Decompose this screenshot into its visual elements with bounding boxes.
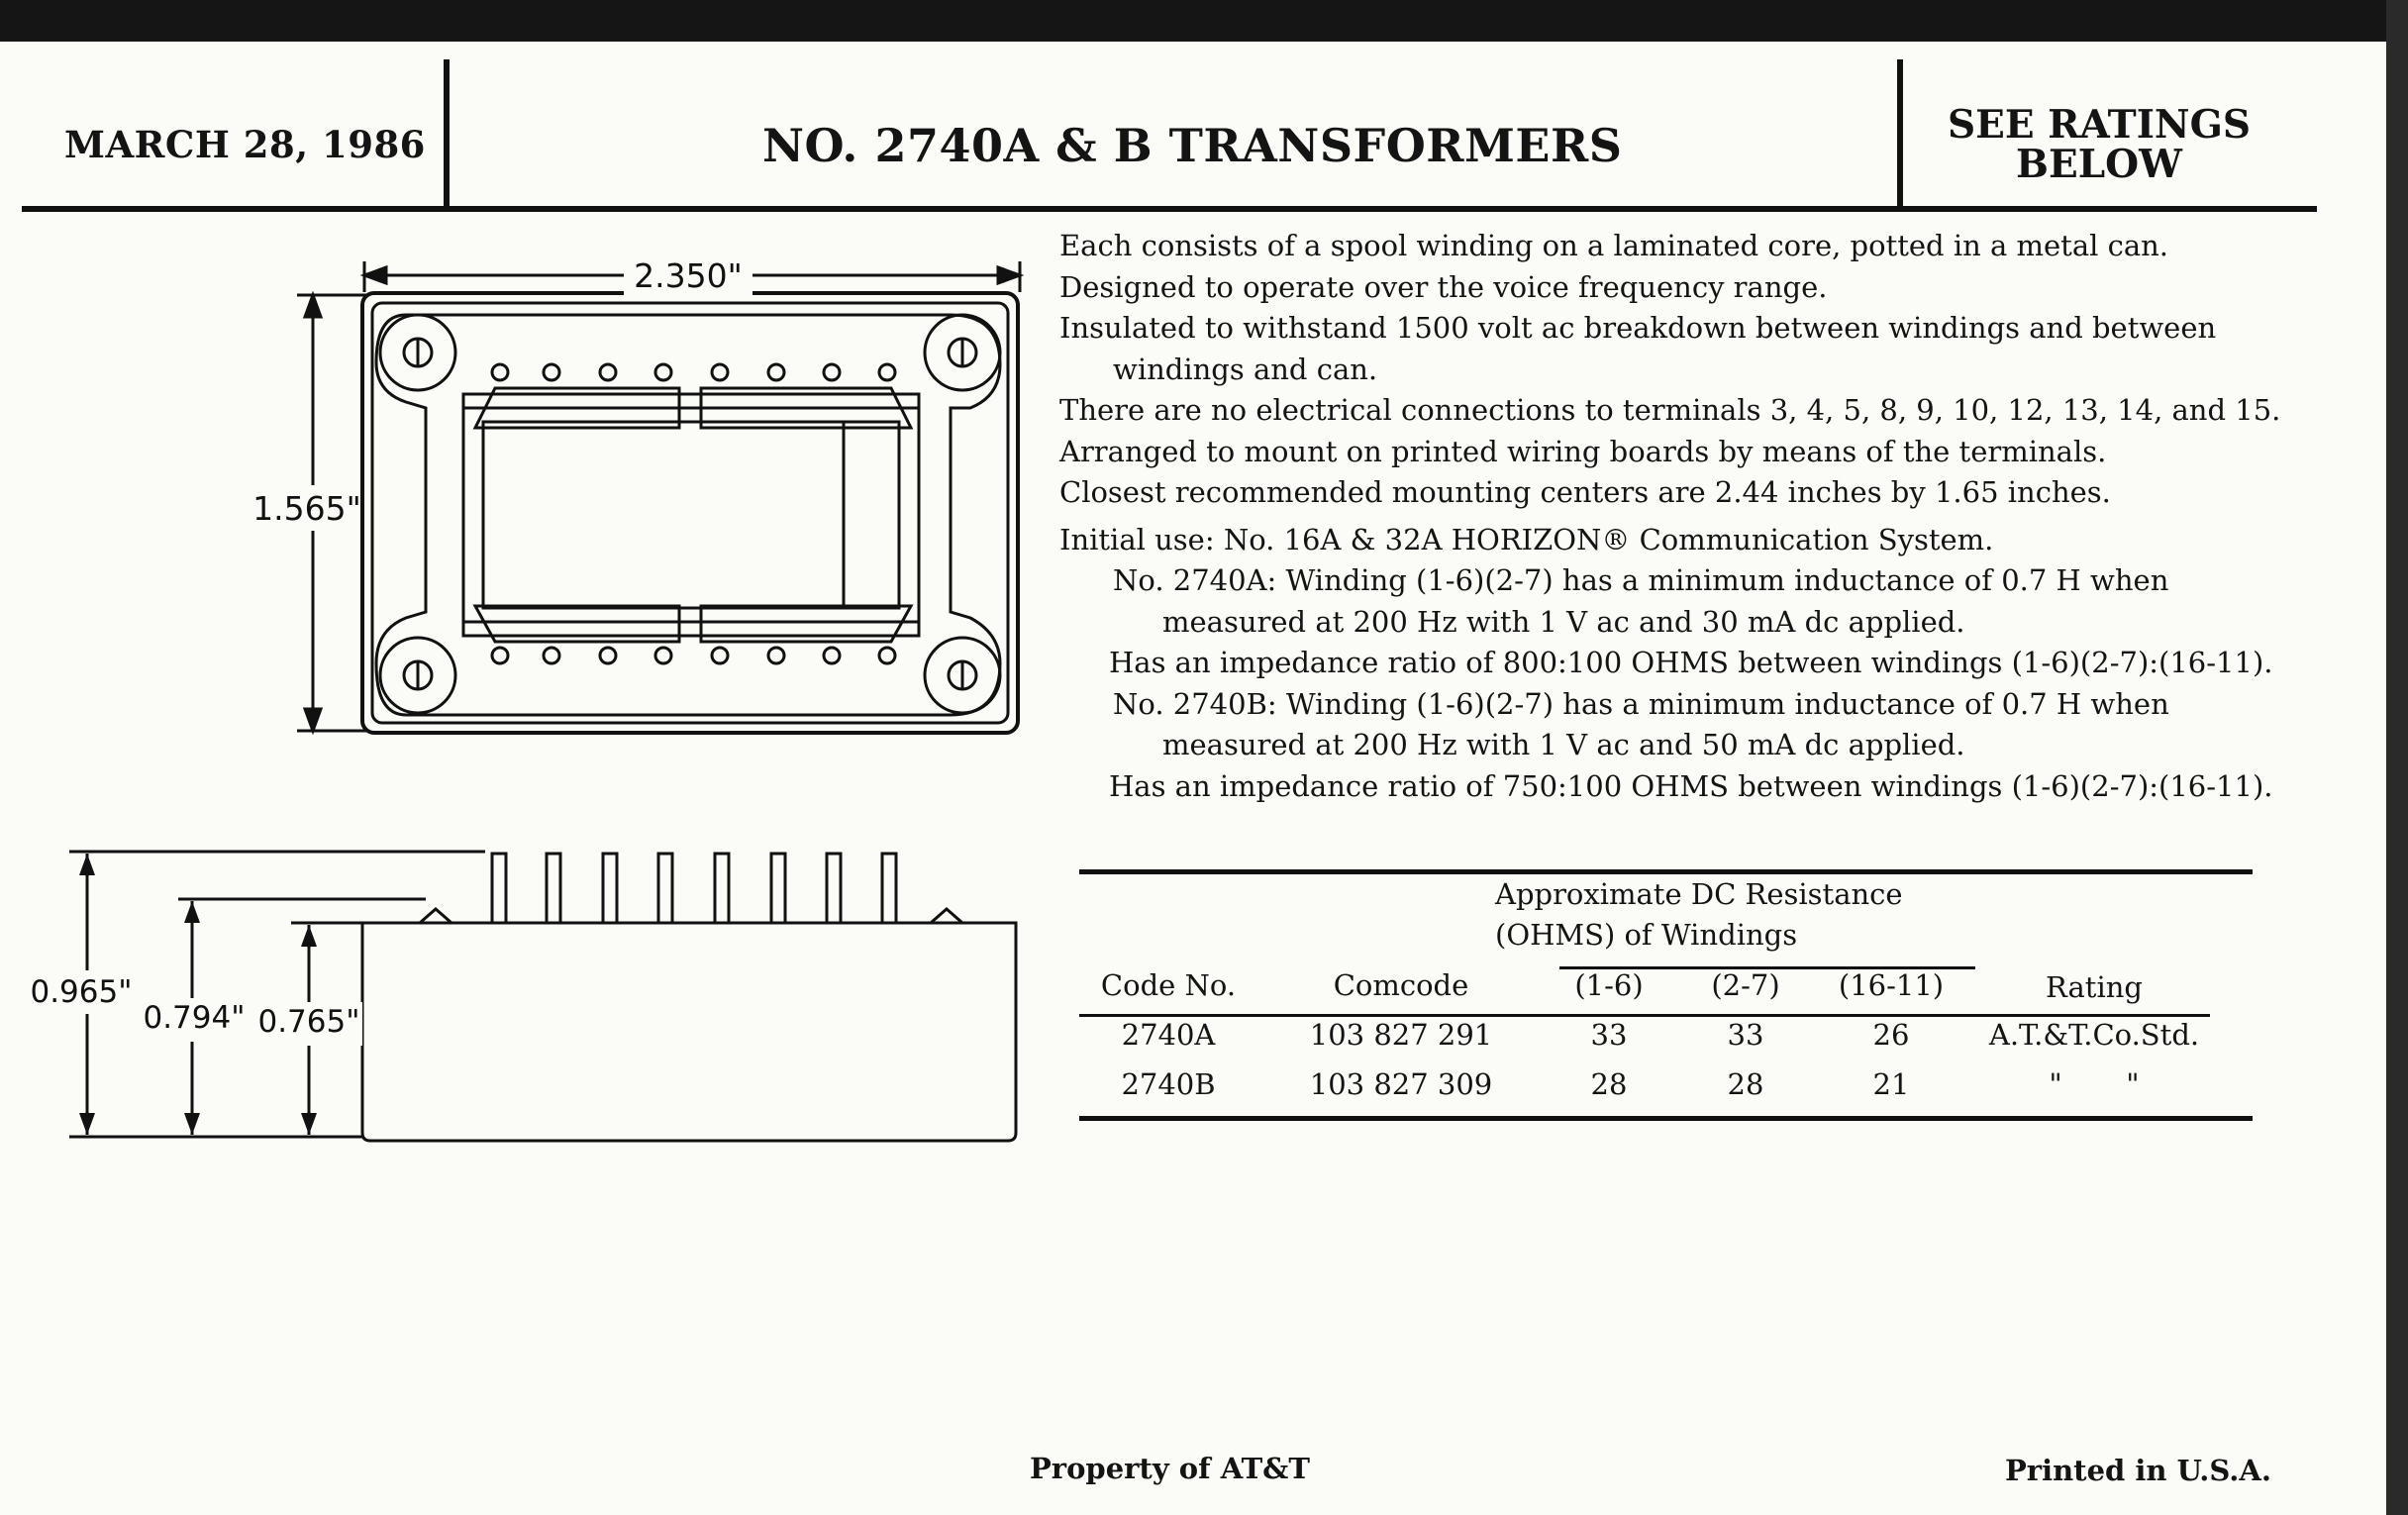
desc-line-2740b: No. 2740B: Winding (1-6)(2-7) has a minimum inductance of 0.7 H when measured at 200 Hz with 1 V ac and 50 mA dc applied. bbox=[1113, 686, 2169, 761]
rating-note-line2: BELOW bbox=[2016, 142, 2182, 187]
row-2740b-r1611: 21 bbox=[1872, 1067, 1910, 1101]
row-2740b-rating: " " bbox=[2049, 1067, 2140, 1101]
row-2740a-rating: A.T.&T.Co.Std. bbox=[1988, 1018, 2200, 1052]
col-header-comcode: Comcode bbox=[1333, 968, 1469, 1002]
desc-line: Insulated to withstand 1500 volt ac breakdown between windings and between windings and can. bbox=[1059, 311, 2217, 386]
group-header-line1: Approximate DC Resistance bbox=[1495, 877, 1903, 911]
row-2740a-r16: 33 bbox=[1590, 1018, 1628, 1052]
col-header-1-6: (1-6) bbox=[1574, 968, 1644, 1002]
desc-line: Closest recommended mounting centers are 2.44 inches by 1.65 inches. bbox=[1059, 475, 2111, 509]
rating-note bbox=[1931, 102, 2267, 187]
header-divider-left bbox=[444, 59, 450, 210]
header-rule bbox=[1079, 1014, 2210, 1017]
transformer-dimension-drawing bbox=[0, 238, 1050, 1426]
side-height-label-3: 0.765" bbox=[257, 1004, 360, 1040]
scan-right-border bbox=[2386, 0, 2408, 1515]
col-header-code: Code No. bbox=[1100, 968, 1237, 1002]
footer-property: Property of AT&T bbox=[1030, 1452, 1310, 1485]
row-2740b-r16: 28 bbox=[1590, 1067, 1628, 1101]
desc-line-2740b-impedance: Has an impedance ratio of 750:100 OHMS between windings (1-6)(2-7):(16-11). bbox=[1109, 768, 2273, 803]
header-rule bbox=[22, 206, 2317, 212]
height-label: 1.565" bbox=[252, 489, 361, 528]
table-bottom-rule bbox=[1079, 1116, 2253, 1121]
issue-date: MARCH 28, 1986 bbox=[64, 123, 426, 166]
row-2740a-comcode: 103 827 291 bbox=[1309, 1018, 1493, 1052]
row-2740b-comcode: 103 827 309 bbox=[1309, 1067, 1493, 1101]
side-height-label-1: 0.965" bbox=[30, 974, 133, 1010]
desc-line-2740a-impedance: Has an impedance ratio of 800:100 OHMS between windings (1-6)(2-7):(16-11). bbox=[1109, 646, 2273, 679]
desc-line: Designed to operate over the voice frequency range. bbox=[1059, 269, 1828, 304]
row-2740a-r1611: 26 bbox=[1872, 1018, 1910, 1052]
footer-printed: Printed in U.S.A. bbox=[2005, 1454, 2271, 1487]
width-label: 2.350" bbox=[634, 256, 743, 295]
rating-note-line1: SEE RATINGS bbox=[1947, 102, 2252, 148]
col-header-2-7: (2-7) bbox=[1711, 968, 1780, 1002]
row-2740a-r27: 33 bbox=[1727, 1018, 1764, 1052]
page-title: NO. 2740A & B TRANSFORMERS bbox=[762, 119, 1623, 172]
desc-line: There are no electrical connections to terminals 3, 4, 5, 8, 9, 10, 12, 13, 14, and 15. bbox=[1059, 393, 2281, 427]
row-2740b-r27: 28 bbox=[1727, 1067, 1764, 1101]
scan-top-border bbox=[0, 0, 2408, 42]
desc-line: Each consists of a spool winding on a laminated core, potted in a metal can. bbox=[1059, 229, 2169, 262]
table-top-rule bbox=[1079, 869, 2253, 874]
desc-line-2740a: No. 2740A: Winding (1-6)(2-7) has a minimum inductance of 0.7 H when measured at 200 Hz with 1 V ac and 30 mA dc applied. bbox=[1113, 563, 2169, 639]
desc-line: Initial use: No. 16A & 32A HORIZON® Communication System. bbox=[1059, 522, 1994, 556]
description-block bbox=[1059, 226, 2317, 807]
row-2740a-code: 2740A bbox=[1121, 1018, 1216, 1052]
group-header-line2: (OHMS) of Windings bbox=[1495, 918, 1798, 952]
side-height-label-2: 0.794" bbox=[143, 1000, 246, 1036]
header-divider-right bbox=[1897, 59, 1903, 210]
col-header-16-11: (16-11) bbox=[1838, 968, 1945, 1002]
potting-outline bbox=[376, 315, 1000, 715]
col-header-rating: Rating bbox=[2046, 970, 2143, 1004]
row-2740b-code: 2740B bbox=[1121, 1067, 1216, 1101]
side-view-can bbox=[362, 923, 1016, 1141]
desc-line: Arranged to mount on printed wiring boards by means of the terminals. bbox=[1059, 434, 2107, 468]
